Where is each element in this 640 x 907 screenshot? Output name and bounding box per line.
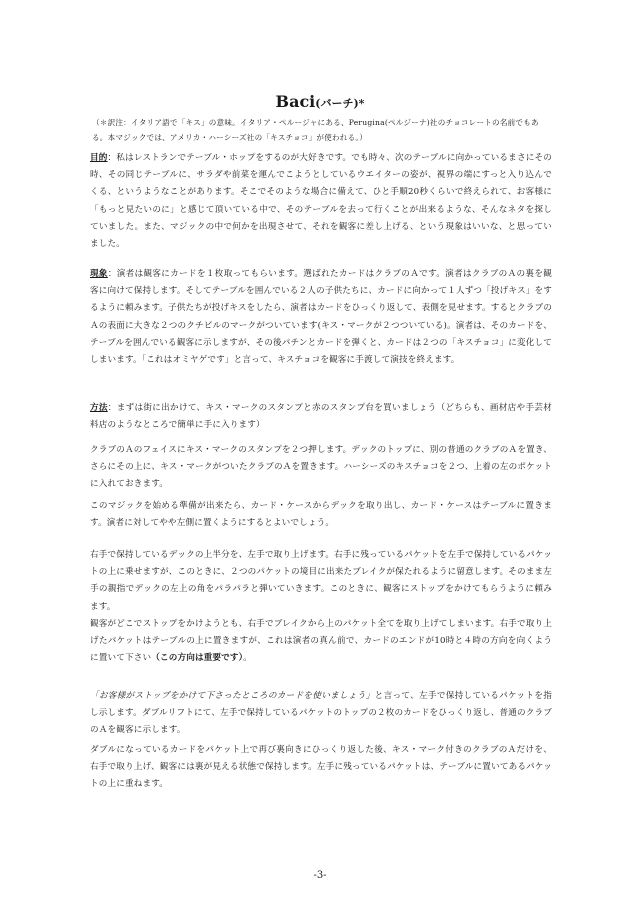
paragraph-4-end: 。 bbox=[243, 653, 252, 664]
paragraph-5 bbox=[90, 688, 552, 740]
effect-paragraph bbox=[90, 266, 552, 369]
purpose-paragraph bbox=[90, 150, 552, 253]
title-main: Baci bbox=[275, 92, 316, 111]
paragraph-2: このマジックを始める準備が出来たら、カード・ケースからデックを取り出し、カード・ケースはテーブルに置きます。演者に対してやや左側に置くようにするとよいでしょう。 bbox=[90, 501, 552, 529]
title-sub: (バーチ)* bbox=[315, 97, 365, 110]
method-heading: 方法 bbox=[90, 403, 108, 413]
paragraph-4-main: 観客がどこでストップをかけようとも、右手でブレイクから上のパケット全てを取り上げてしまいます。右手で取り上げたパケットはテーブルの上に置きますが、これは演者の真ん前で、カードのエンドが10時と４時の方向を向くように置いて下さい bbox=[90, 619, 552, 664]
paragraph-3: 右手で保持しているデックの上半分を、左手で取り上げます。右手に残っているパケットを左手で保持しているパケットの上に乗せますが、このときに、２つのパケットの境目に出来たブレイクが保たれるように留意します。そのまま左手の親指でデックの左上の角をパラパラと弾いていきます。このときに、観客にストップをかけてもらうように頼みます。 bbox=[90, 550, 552, 612]
page-title bbox=[0, 92, 640, 111]
paragraph-1: クラブのＡのフェイスにキス・マークのスタンプを２つ押します。デックのトップに、別の普通のクラブのＡを置き、さらにその上に、キス・マークがついたクラブのＡを置きます。ハーシーズのキスチョコを２つ、上着の左のポケットに入れておきます。 bbox=[90, 445, 552, 490]
effect-text: ：演者は観客にカードを１枚取ってもらいます。選ばれたカードはクラブのＡです。演者はクラブのＡの裏を観客に向けて保持します。そしてテーブルを囲んでいる２人の子供たちに、カードに向かって１人ずつ「投げキス」をするように頼みます。子供たちが投げキスをしたら、演者はカードをひっくり返して、表側を見せます。するとクラブのＡの表面に大きな２つのクチビルのマークがついています(キス・マークが２つついている)。演者は、そのカードを、テーブルを囲んでいる観客に示しますが、その後パチンとカードを弾くと、カードは２つの「キスチョコ」に変化してしまいます。「これはオミヤゲです」と言って、キスチョコを観客に手渡して演技を終えます。 bbox=[90, 269, 552, 366]
paragraph-4-emphasis: （この方向は重要です） bbox=[151, 653, 244, 664]
purpose-text: ：私はレストランでテーブル・ホップをするのが大好きです。でも時々、次のテーブルに向かっているまさにその時、その同じテーブルに、サラダや前菜を運んでこようとしているウエイターの姿が、視界の端にすっと入り込んでくる、というようなことがあります。そこでそのような場合に備えて、ひと手順20秒くらいで終えられて、お客様に「もっと見たいのに」と感じて頂いている中で、そのテーブルを去って行くことが出来るような、そんなネタを探していました。また、マジックの中で何かを出現させて、それを観客に差し上げる、という現象はいいな、と思っていました。 bbox=[90, 153, 552, 250]
effect-heading: 現象 bbox=[90, 269, 108, 279]
translator-note: （＊訳注：イタリア語で「キス」の意味。イタリア・ペルージャにある、Perugina(ペルジーナ)社のチョコレートの名前でもある。本マジックでは、アメリカ・ハーシーズ社の「キスチョコ」が使われる。） bbox=[92, 118, 539, 142]
page-number: -3- bbox=[313, 870, 327, 881]
method-paragraph bbox=[90, 400, 552, 434]
method-text: ：まずは街に出かけて、キス・マークのスタンプと赤のスタンプ台を買いましょう（どちらも、画材店や手芸材料店のようなところで簡単に手に入ります） bbox=[90, 403, 552, 431]
paragraph-5-quote: 「お客様がストップをかけて下さったところのカードを使いましょう」 bbox=[90, 691, 375, 701]
paragraph-5-rest: と言って、左手で保持しているパケットを指し示します。ダブルリフトにて、左手で保持しているパケットのトップの２枚のカードをひっくり返し、普通のクラブのＡを観客に示します。 bbox=[90, 691, 552, 736]
purpose-heading: 目的 bbox=[90, 153, 108, 163]
paragraph-6: ダブルになっているカードをパケット上で再び裏向きにひっくり返した後、キス・マーク付きのクラブのＡだけを、右手で取り上げ、観客には裏が見える状態で保持します。左手に残っているパケットは、テーブルに置いてあるパケットの上に重ねます。 bbox=[90, 745, 552, 790]
paragraph-4 bbox=[90, 616, 552, 668]
